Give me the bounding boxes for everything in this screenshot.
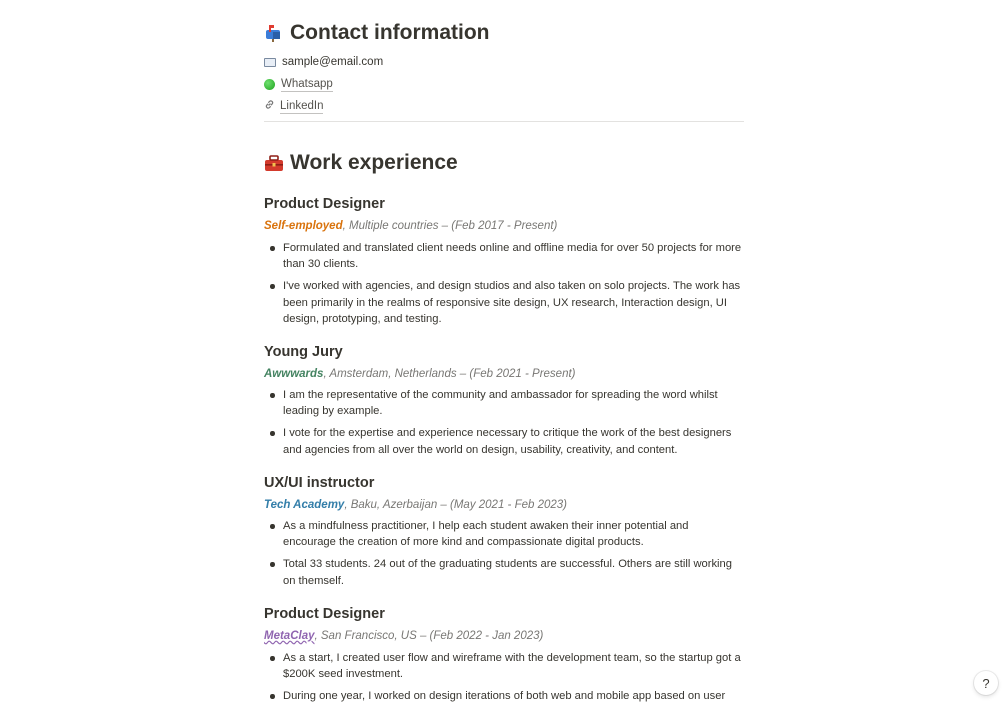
work-heading-text: Work experience: [290, 151, 458, 174]
help-button[interactable]: [974, 671, 998, 695]
job-meta: [264, 367, 575, 381]
list-item: Total 33 students. 24 out of the graduating students are successful. Others are still working on themself.: [264, 556, 744, 589]
job-title: Product Designer: [264, 196, 385, 212]
job-details: , Multiple countries – (Feb 2017 - Present): [342, 220, 558, 232]
job-title: Product Designer: [264, 606, 385, 622]
contact-heading: [264, 19, 744, 47]
job-meta: [264, 629, 543, 643]
work-heading: [264, 149, 744, 177]
job-bullets: [264, 518, 744, 595]
help-label: ?: [982, 675, 990, 691]
list-item: During one year, I worked on design iterations of both web and mobile app based on user: [264, 688, 744, 704]
job-meta: [264, 498, 567, 512]
job-meta: [264, 219, 557, 233]
company-name: Awwwards: [264, 368, 324, 380]
job-bullets: [264, 240, 744, 333]
section-divider: [264, 121, 744, 122]
contact-heading-text: Contact information: [290, 21, 490, 44]
contact-email: [264, 55, 383, 69]
link-icon: [264, 99, 275, 114]
job-title: UX/UI instructor: [264, 475, 375, 491]
list-item: As a mindfulness practitioner, I help each student awaken their inner potential and encourage the creation of more kind and compassionate digital products.: [264, 518, 744, 551]
list-item: As a start, I created user flow and wireframe with the development team, so the startup got a $200K seed investment.: [264, 650, 744, 683]
email-text: sample@email.com: [282, 56, 384, 68]
list-item: I vote for the expertise and experience necessary to critique the work of the best designers and agencies from all over the world on design, usability, creativity, and content.: [264, 425, 744, 458]
job-details: , Amsterdam, Netherlands – (Feb 2021 - Present): [323, 368, 576, 380]
green-circle-icon: [264, 79, 275, 90]
list-item: I've worked with agencies, and design studios and also taken on solo projects. The work has been primarily in the realms of responsive site design, UX research, Interaction design, UI design, prototyping, and testing.: [264, 278, 744, 327]
list-item: Formulated and translated client needs online and offline media for over 50 projects for more than 30 clients.: [264, 240, 744, 273]
job-bullets: [264, 650, 744, 706]
list-item: I am the representative of the community and ambassador for spreading the word whilst leading by example.: [264, 387, 744, 420]
mailbox-icon: [264, 23, 284, 43]
contact-linkedin: [264, 99, 323, 114]
job-title: Young Jury: [264, 344, 343, 360]
job-details: , San Francisco, US – (Feb 2022 - Jan 2023): [314, 630, 544, 642]
whatsapp-link[interactable]: Whatsapp: [281, 78, 333, 90]
company-name[interactable]: MetaClay: [264, 630, 315, 642]
company-name: Self-employed: [264, 220, 343, 232]
job-bullets: [264, 387, 744, 464]
id-card-icon: [264, 58, 276, 67]
toolbox-icon: [264, 153, 284, 173]
company-name: Tech Academy: [264, 499, 345, 511]
job-details: , Baku, Azerbaijan – (May 2021 - Feb 2023): [344, 499, 567, 511]
contact-whatsapp: [264, 77, 333, 92]
linkedin-link[interactable]: LinkedIn: [280, 100, 324, 112]
